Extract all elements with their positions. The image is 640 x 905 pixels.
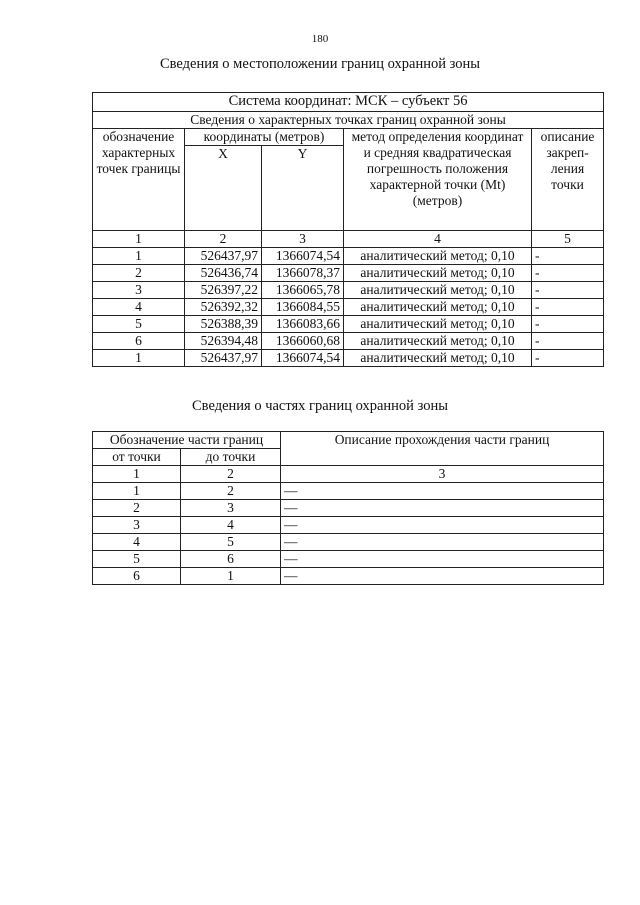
col-num: 5 <box>532 231 604 248</box>
col-num: 1 <box>93 231 185 248</box>
points-table <box>92 92 604 367</box>
col-num: 2 <box>185 231 262 248</box>
method-value: аналитический метод; 0,10 <box>344 265 532 282</box>
y-value: 1366074,54 <box>262 350 344 367</box>
header-part-designation: Обозначение части границ <box>93 432 281 449</box>
y-value: 1366074,54 <box>262 248 344 265</box>
description-value: - <box>532 350 604 367</box>
part-description: — <box>281 551 604 568</box>
header-to-point: до точки <box>181 449 281 466</box>
point-id: 2 <box>93 265 185 282</box>
method-value: аналитический метод; 0,10 <box>344 299 532 316</box>
y-value: 1366083,66 <box>262 316 344 333</box>
table-row <box>93 350 604 367</box>
part-description: — <box>281 500 604 517</box>
col-num: 2 <box>181 466 281 483</box>
header-description: описание закреп-ления точки <box>532 129 604 231</box>
point-id: 1 <box>93 248 185 265</box>
section-title: Сведения о частях границ охранной зоны <box>192 398 448 414</box>
point-id: 6 <box>93 333 185 350</box>
description-value: - <box>532 316 604 333</box>
column-number-row <box>93 231 604 248</box>
to-point: 4 <box>181 517 281 534</box>
header-point-designation: обозначение характерных точек границы <box>93 129 185 231</box>
from-point: 5 <box>93 551 181 568</box>
points-subtitle: Сведения о характерных точках границ охранной зоны <box>93 112 604 129</box>
point-id: 4 <box>93 299 185 316</box>
part-description: — <box>281 568 604 585</box>
col-num: 3 <box>281 466 604 483</box>
description-value: - <box>532 265 604 282</box>
point-id: 5 <box>93 316 185 333</box>
method-value: аналитический метод; 0,10 <box>344 316 532 333</box>
table-row <box>93 483 604 500</box>
part-description: — <box>281 534 604 551</box>
from-point: 6 <box>93 568 181 585</box>
y-value: 1366078,37 <box>262 265 344 282</box>
table-row <box>93 316 604 333</box>
part-description: — <box>281 483 604 500</box>
table-row <box>93 500 604 517</box>
y-value: 1366065,78 <box>262 282 344 299</box>
table-row <box>93 282 604 299</box>
description-value: - <box>532 299 604 316</box>
y-value: 1366060,68 <box>262 333 344 350</box>
header-method: метод определения координат и средняя квадратическая погрешность положения характерной точки (Mt) (метров) <box>344 129 532 231</box>
x-value: 526437,97 <box>185 248 262 265</box>
x-value: 526392,32 <box>185 299 262 316</box>
method-value: аналитический метод; 0,10 <box>344 282 532 299</box>
header-from-point: от точки <box>93 449 181 466</box>
coordinate-system: Система координат: МСК – субъект 56 <box>93 93 604 112</box>
header-coordinates: координаты (метров) <box>185 129 344 146</box>
table-row <box>93 265 604 282</box>
to-point: 2 <box>181 483 281 500</box>
from-point: 1 <box>93 483 181 500</box>
to-point: 3 <box>181 500 281 517</box>
x-value: 526397,22 <box>185 282 262 299</box>
header-x: X <box>185 146 262 231</box>
method-value: аналитический метод; 0,10 <box>344 350 532 367</box>
method-value: аналитический метод; 0,10 <box>344 333 532 350</box>
page-number: 180 <box>311 33 329 45</box>
header-part-description: Описание прохождения части границ <box>281 432 604 466</box>
x-value: 526394,48 <box>185 333 262 350</box>
table-row <box>93 248 604 265</box>
x-value: 526437,97 <box>185 350 262 367</box>
parts-table <box>92 431 604 585</box>
col-num: 4 <box>344 231 532 248</box>
to-point: 6 <box>181 551 281 568</box>
to-point: 1 <box>181 568 281 585</box>
to-point: 5 <box>181 534 281 551</box>
column-number-row <box>93 466 604 483</box>
point-id: 3 <box>93 282 185 299</box>
table-row <box>93 551 604 568</box>
x-value: 526436,74 <box>185 265 262 282</box>
table-row <box>93 517 604 534</box>
from-point: 2 <box>93 500 181 517</box>
table-row <box>93 568 604 585</box>
col-num: 3 <box>262 231 344 248</box>
point-id: 1 <box>93 350 185 367</box>
method-value: аналитический метод; 0,10 <box>344 248 532 265</box>
document-title: Сведения о местоположении границ охранной зоны <box>159 56 480 72</box>
header-y: Y <box>262 146 344 231</box>
description-value: - <box>532 282 604 299</box>
table-row <box>93 333 604 350</box>
table-row <box>93 534 604 551</box>
from-point: 3 <box>93 517 181 534</box>
y-value: 1366084,55 <box>262 299 344 316</box>
x-value: 526388,39 <box>185 316 262 333</box>
table-row <box>93 299 604 316</box>
part-description: — <box>281 517 604 534</box>
description-value: - <box>532 333 604 350</box>
from-point: 4 <box>93 534 181 551</box>
col-num: 1 <box>93 466 181 483</box>
description-value: - <box>532 248 604 265</box>
